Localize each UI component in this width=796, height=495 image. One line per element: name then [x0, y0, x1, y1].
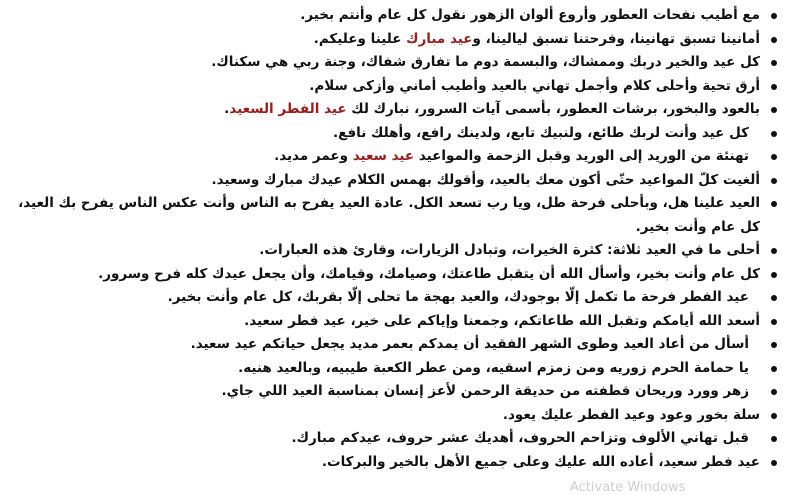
list-item [0, 192, 796, 239]
document-page [0, 4, 796, 490]
bullet-icon [771, 389, 777, 395]
bullet-icon [771, 460, 777, 466]
list-item [0, 263, 796, 287]
list-item [0, 169, 796, 193]
item-text: أسعد الله أيامكم وتقبل الله طاعاتكم، وجمعنا وإياكم على خير، عيد فطر سعيد. [244, 312, 760, 329]
list-item [0, 4, 796, 28]
list-item [0, 286, 796, 310]
list-item [0, 98, 796, 122]
list-item [0, 404, 796, 428]
bullet-icon [771, 84, 777, 90]
highlighted-phrase: عيد الفطر السعيد [229, 101, 347, 117]
bullet-icon [771, 248, 777, 254]
list-item [0, 310, 796, 334]
list-item [0, 75, 796, 99]
bullet-icon [771, 201, 777, 207]
item-text: أرق تحية وأحلى كلام وأجمل تهاني بالعيد وأطيب أماني وأزكى سلام. [309, 77, 760, 94]
item-text: عيد فطر سعيد، أعاده الله عليك وعلى جميع الأهل بالخير والبركات. [321, 453, 760, 470]
item-text: العيد علينا هل، وبأحلى فرحة طل، ويا رب تسعد الكل. عادة العيد يفرح به الناس وأنت عكس الناس يفرح بك العيد، كل عام وأنت بخير. [18, 195, 760, 235]
list-item [0, 51, 796, 75]
bullet-icon [771, 413, 777, 419]
bullet-icon [771, 319, 777, 325]
item-text: مع أطيب نفحات العطور وأروع ألوان الزهور نقول كل عام وأنتم بخير. [300, 7, 760, 23]
item-text: سلة بخور وعود وعيد الفطر عليك يعود. [502, 406, 760, 423]
list-item [0, 380, 796, 404]
item-text: ألغيت كلّ المواعيد حتّى أكون معك بالعيد، وأقولك بهمس الكلام عيدك مبارك وسعيد. [211, 171, 760, 188]
highlighted-phrase: عيد سعيد [352, 148, 415, 164]
item-text: علينا وعليكم. [313, 30, 407, 47]
bullet-icon [771, 366, 777, 372]
list-item [0, 333, 796, 357]
bullet-icon [771, 60, 777, 66]
activate-windows-watermark: Activate Windows [570, 480, 686, 495]
item-text: قبل تهاني الألوف وتزاحم الحروف، أهديك عشر حروف، عيدكم مبارك. [291, 430, 749, 446]
bullet-icon [771, 272, 777, 278]
item-text: أحلى ما في العيد ثلاثة: كثرة الخيرات، وتبادل الزيارات، وقارئ هذه العبارات. [259, 242, 760, 258]
bullet-icon [771, 13, 777, 19]
list-item [0, 427, 796, 451]
bullet-icon [771, 178, 777, 184]
item-text: وعمر مديد. [274, 148, 353, 164]
item-text: تهنئة من الوريد إلى الوريد وقبل الزحمة والمواعيد [414, 148, 749, 164]
list-item [0, 239, 796, 263]
list-item [0, 357, 796, 381]
bullet-icon [771, 131, 777, 137]
bullet-icon [771, 154, 777, 160]
highlighted-phrase: عيد مبارك [406, 30, 473, 47]
item-text: أمانينا تسبق تهانينا، وفرحتنا تسبق ليالينا، و [472, 30, 760, 47]
list-item [0, 122, 796, 146]
bullet-icon [771, 295, 777, 301]
greetings-list [0, 4, 796, 474]
list-item [0, 28, 796, 52]
list-item [0, 145, 796, 169]
item-text: كل عيد وأنت لربك طائع، ولنبيك تابع، ولدينك رافع، وأهلك نافع. [332, 124, 749, 141]
item-text: كل عيد والخير دربك وممشاك، والبسمة دوم ما تفارق شفاك، وجنة ربي هي سكناك. [211, 54, 760, 70]
bullet-icon [771, 37, 777, 43]
item-text: زهر وورد وريحان قطفته من حديقة الرحمن لأعز إنسان بمناسبة العيد اللي جاي. [221, 383, 749, 399]
list-item [0, 451, 796, 475]
bullet-icon [771, 342, 777, 348]
item-text: يا حمامة الحرم زوريه ومن زمزم اسقيه، ومن عطر الكعبة طيبيه، وبالعيد هنيه. [238, 359, 749, 376]
item-text: . [224, 101, 230, 117]
item-text: عيد الفطر فرحة ما تكمل إلّا بوجودك، والعيد بهجة ما تحلى إلّا بقربك، كل عام وأنت بخير. [167, 289, 749, 305]
bullet-icon [771, 107, 777, 113]
item-text: أسأل من أعاد العيد وطوى الشهر الفقيد أن يمدكم بعمر مديد يجعل حياتكم عيد سعيد. [190, 336, 749, 352]
item-text: بالعود والبخور، برشات العطور، بأسمى آيات السرور، نبارك لك [346, 101, 760, 117]
bullet-icon [771, 436, 777, 442]
item-text: كل عام وأنت بخير، وأسأل الله أن يتقبل طاعتك، وصيامك، وقيامك، وأن يجعل عيدك كله فرح وسرور. [98, 265, 760, 282]
